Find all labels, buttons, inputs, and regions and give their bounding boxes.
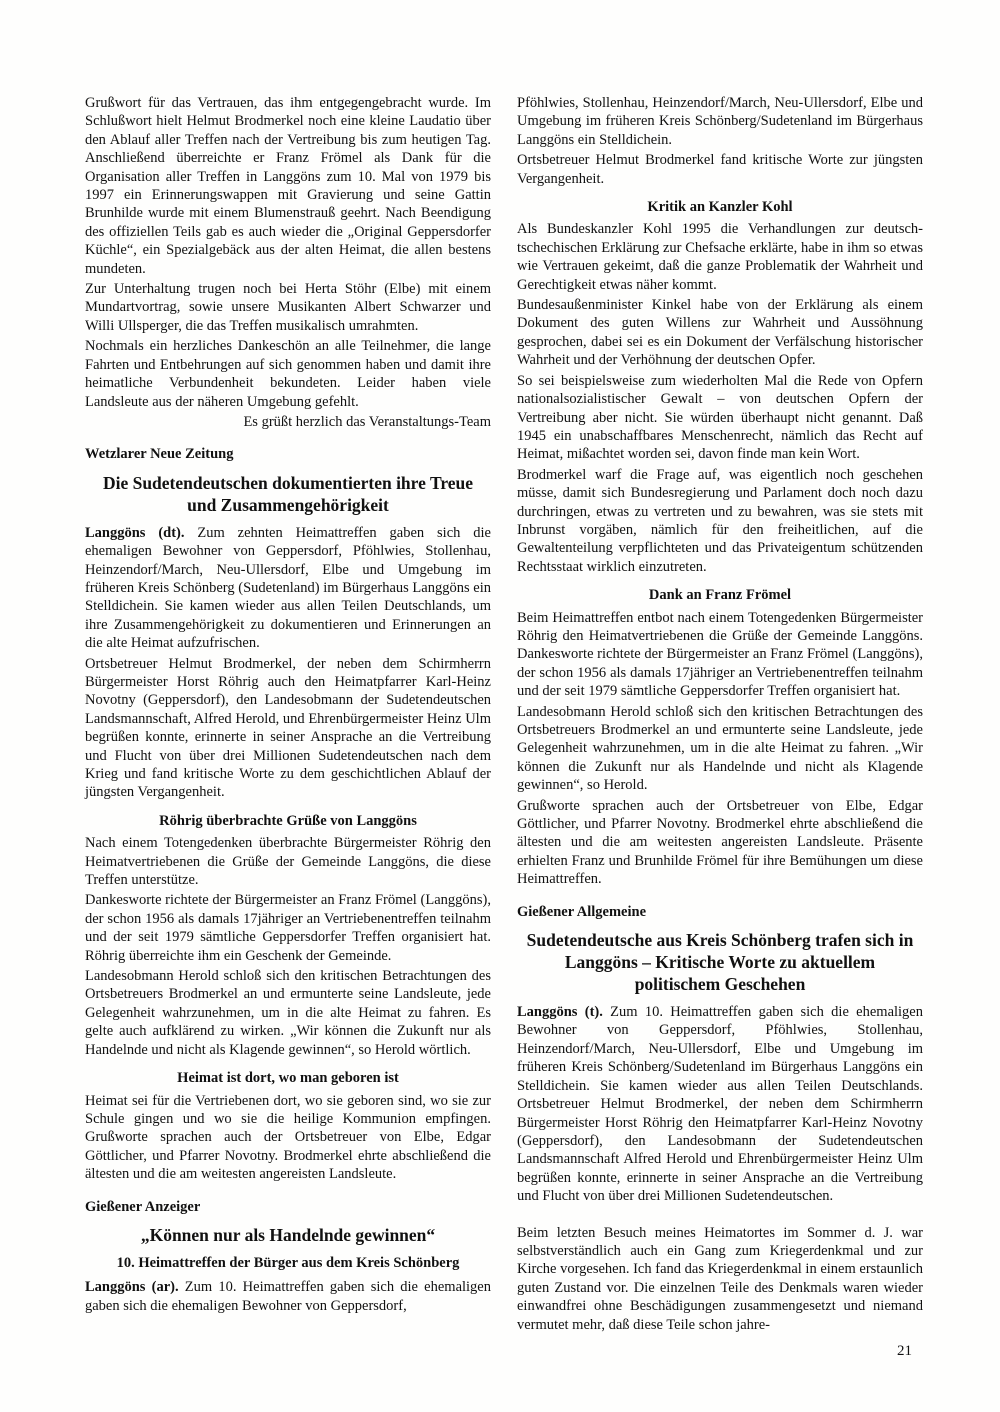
paragraph: Langgöns (t). Zum 10. Heimattreffen gaben sich die ehemaligen Bewohner von Geppersdorf, Pföhlwies, Stollenhau, Heinzendorf/March, Neu-Ullersdorf, Elbe und Umgebung im früheren Kreis Schönberg/Sudetenland im Bürgerhaus Langgöns ein Stelldichein. Sie kamen wieder aus allen Teilen Deutschlands. Ortsbetreuer Helmut Brodmerkel, der neben dem Schirmherrn Bürgermeister Horst Röhrig den Heimatpfarrer Karl-Heinz Novotny (Geppersdorf), den Landesobmann der Sudetendeutschen Landsmannschaft Alfred Herold und Ehrenbürgermeister Heinz Ulm begrüßen konnte, erinnerte in seiner Ansprache an die Vertreibung und Flucht von über drei Millionen Sudetendeutschen. [517,1004,923,1205]
paragraph: Langgöns (ar). Zum 10. Heimattreffen gaben sich die ehemaligen gaben sich die ehemaligen Bewohner von Geppersdorf, [85,1279,491,1314]
paragraph: Als Bundeskanzler Kohl 1995 die Verhandlungen zur deutsch-tschechischen Erklärung zur Chefsache erklärte, habe in ihm so etwas wie Vertrauen gekeimt, daß die ganze Problematik der Wahrheit und Gerechtigkeit etwas näher kommt. [517,221,923,293]
paragraph: Bundesaußenminister Kinkel habe von der Erklärung als einem Dokument des guten Willens zur Wahrheit und Aussöhnung gesprochen, dabei sei es ein Dokument der Verfälschung historischer Wahrheit und der Verhöhnung der deutschen Opfer. [517,297,923,369]
dateline: Langgöns (t). [517,1004,603,1021]
paragraph: Nochmals ein herzliches Dankeschön an alle Teilnehmer, die lange Fahrten und Entbehrungen auf sich genommen haben und damit ihre heimatliche Verbundenheit bekundeten. Leider haben viele Landsleute aus der näheren Umgebung gefehlt. [85,338,491,410]
section-crosshead: Heimat ist dort, wo man geboren ist [177,1070,399,1087]
paragraph: Grußwort für das Vertrauen, das ihm entgegengebracht wurde. Im Schlußwort hielt Helmut Brodmerkel noch eine kleine Laudatio über den Ablauf aller Treffen nach der Vertreibung bis zum heutigen Tag. Anschließend überreichte er Franz Frömel als Dank für die Organisation aller Treffen in Langgöns zum 10. Mal von 1979 bis 1997 ein Erinnerungswappen mit Gravierung und seine Gattin Brunhilde wurde mit einem Blumenstrauß geehrt. Nach Beendigung des offiziellen Teils gab es auch wieder die „Original Geppersdorfer Küchle“, ein Spezialgebäck aus der alten Heimat, die allen bestens mundeten. [85,95,491,277]
paragraph: Brodmerkel warf die Frage auf, was eigentlich noch geschehen müsse, damit sich Bundesregierung und Parlament doch noch dazu durchringen, etwas zu vertreten und zu bewahren, was sie stets mit Inbrunst vorgäben, nämlich für den freiheitlichen, auf die Gewaltenteilung verpflichteten und das Privateigentum schützenden Rechtsstaat wirklich einzutreten. [517,466,923,575]
paragraph: Nach einem Totengedenken überbrachte Bürgermeister Röhrig den Heimatvertriebenen die Grüße der Gemeinde Langgöns, die diese Treffen unterstütze. [85,835,491,889]
paragraph: Zur Unterhaltung trugen noch bei Herta Stöhr (Elbe) mit einem Mundartvortrag, sowie unsere Musikanten Albert Schwarzer und Willi Ullsperger, die das Treffen musikalisch umrahmten. [85,281,491,334]
newspaper-source: Wetzlarer Neue Zeitung [85,446,234,463]
paragraph: Landesobmann Herold schloß sich den kritischen Betrachtungen des Ortsbetreuers Brodmerkel an und ermunterte seine Landsleute, jede Gelegenheit wahrzunehmen, um in die alte Heimat zu fahren. „Wir können die Zukunft nur als Handelnde und nicht als Klagende gewinnen“, so Herold. [517,703,923,794]
right-column [517,94,923,1336]
newspaper-source: Gießener Allgemeine [517,903,646,920]
dateline: Langgöns (dt). [85,524,185,541]
paragraph: Ortsbetreuer Helmut Brodmerkel fand kritische Worte zur jüngsten Vergangenheit. [517,152,923,187]
section-crosshead: Kritik an Kanzler Kohl [647,199,793,216]
section-crosshead: Röhrig überbrachte Grüße von Langgöns [159,812,417,829]
paragraph: Grußworte sprachen auch der Ortsbetreuer von Elbe, Edgar Göttlicher, und Pfarrer Novotny. Brodmerkel ehrte abschließend die ältesten und die am weitesten angereisten Landsleute. Präsente erhielten Franz und Brunhilde Frömel für ihre Bemühungen um diese Heimattreffen. [517,797,923,888]
paragraph: Landesobmann Herold schloß sich den kritischen Betrachtungen des Ortsbetreuers Brodmerkel an und ermunterte seine Landsleute, jede Gelegenheit wahrzunehmen, um in die alte Heimat zu fahren. Es gelte auch aufklärend zu wirken. „Wir können die Zukunft nur als Handelnde und nicht als Klagende gewinnen“, so Herold wörtlich. [85,968,491,1058]
article-headline: Die Sudetendeutschen dokumentierten ihre Treue und Zusammengehörigkeit [102,472,474,515]
paragraph: Beim letzten Besuch meines Heimatortes im Sommer d. J. war selbstverständlich auch ein Gang zum Kriegerdenkmal und zur Kirche vorgesehen. Ich fand das Kriegerdenkmal in einem erstaunlich guten Zustand vor. Die einzelnen Teile des Denkmals waren wieder einwandfrei ohne Beschädigungen zusammengesetzt und niemand vermutet mehr, daß diese Teile schon jahre- [517,1224,923,1333]
page-number: 21 [897,1343,912,1359]
paragraph: So sei beispielsweise zum wiederholten Mal die Rede von Opfern nationalsozialistischer Gewalt – von deutschen Opfern der Vertreibung aber nicht. Sie würden überhaupt nicht genannt. Daß 1945 ein unabschaffbares Menschenrecht, nämlich das Recht auf Heimat, mißachtet worden sei, davon finde man kein Wort. [517,372,923,463]
signature-line: Es grüßt herzlich das Veranstaltungs-Team [243,413,491,430]
paragraph: Ortsbetreuer Helmut Brodmerkel, der neben dem Schirmherrn Bürgermeister Horst Röhrig auch den Heimatpfarrer Karl-Heinz Novotny (Geppersdorf), den Landesobmann der Sudetendeutschen Landsmannschaft, Alfred Herold, und Ehrenbürgermeister Heinz Ulm begrüßen konnte, erinnerte in seiner Ansprache an die Vertreibung und Flucht von über drei Millionen Sudetendeutschen nach dem Krieg und fand kritische Worte zu dem geschichtlichen Ablauf der jüngsten Vergangenheit. [85,655,491,801]
paragraph: Langgöns (dt). Zum zehnten Heimattreffen gaben sich die ehemaligen Bewohner von Geppersdorf, Pföhlwies, Stollenhau, Heinzendorf/March, Neu-Ullersdorf, Elbe und Umgebung im früheren Kreis Schönberg (Sudetenland) im Bürgerhaus Langgöns ein Stelldichein. Sie kamen wieder aus allen Teilen Deutschlands, um ihre Zusammengehörigkeit zu dokumentieren und Erinnerungen an die alte Heimat aufzufrischen. [85,524,491,652]
article-columns [85,94,923,1336]
dateline: Langgöns (ar). [85,1279,179,1296]
paragraph: Pföhlwies, Stollenhau, Heinzendorf/March, Neu-Ullersdorf, Elbe und Umgebung im früheren Kreis Schönberg/Sudetenland im Bürgerhaus Langgöns ein Stelldichein. [517,95,923,148]
paragraph: Dankesworte richtete der Bürgermeister an Franz Frömel (Langgöns), der schon 1956 als damals 17jähriger an Vertriebenentreffen teilnahm und der seit 1979 sämtliche Geppersdorfer Treffen organisiert hat. Röhrig überreichte ihm ein Geschenk der Gemeinde. [85,892,491,964]
article-headline: „Können nur als Handelnde gewinnen“ [140,1224,436,1245]
newspaper-source: Gießener Anzeiger [85,1198,201,1215]
paragraph: Beim Heimattreffen entbot nach einem Totengedenken Bürgermeister Röhrig den Heimatvertriebenen die Grüße der Gemeinde Langgöns. Dankesworte richtete der Bürgermeister an Franz Frömel (Langgöns), der schon 1956 als damals 17jähriger an Vertriebenentreffen teilnahm und der seit 1979 sämtliche Geppersdorfer Treffen organisiert hat. [517,609,923,700]
article-subhead: 10. Heimattreffen der Bürger aus dem Kreis Schönberg [116,1254,460,1271]
paragraph: Heimat sei für die Vertriebenen dort, wo sie geboren sind, wo sie zur Schule gingen und wo sie die heilige Kommunion empfingen. Grußworte sprachen auch der Ortsbetreuer von Elbe, Edgar Göttlicher, und Pfarrer Novotny. Brodmerkel ehrte abschließend die ältesten und die am weitesten angereisten Landsleute. [85,1092,491,1183]
left-column [85,94,491,1336]
section-crosshead: Dank an Franz Frömel [648,587,792,604]
article-headline: Sudetendeutsche aus Kreis Schönberg trafen sich in Langgöns – Kritische Worte zu aktuellem politischem Geschehen [526,930,914,995]
